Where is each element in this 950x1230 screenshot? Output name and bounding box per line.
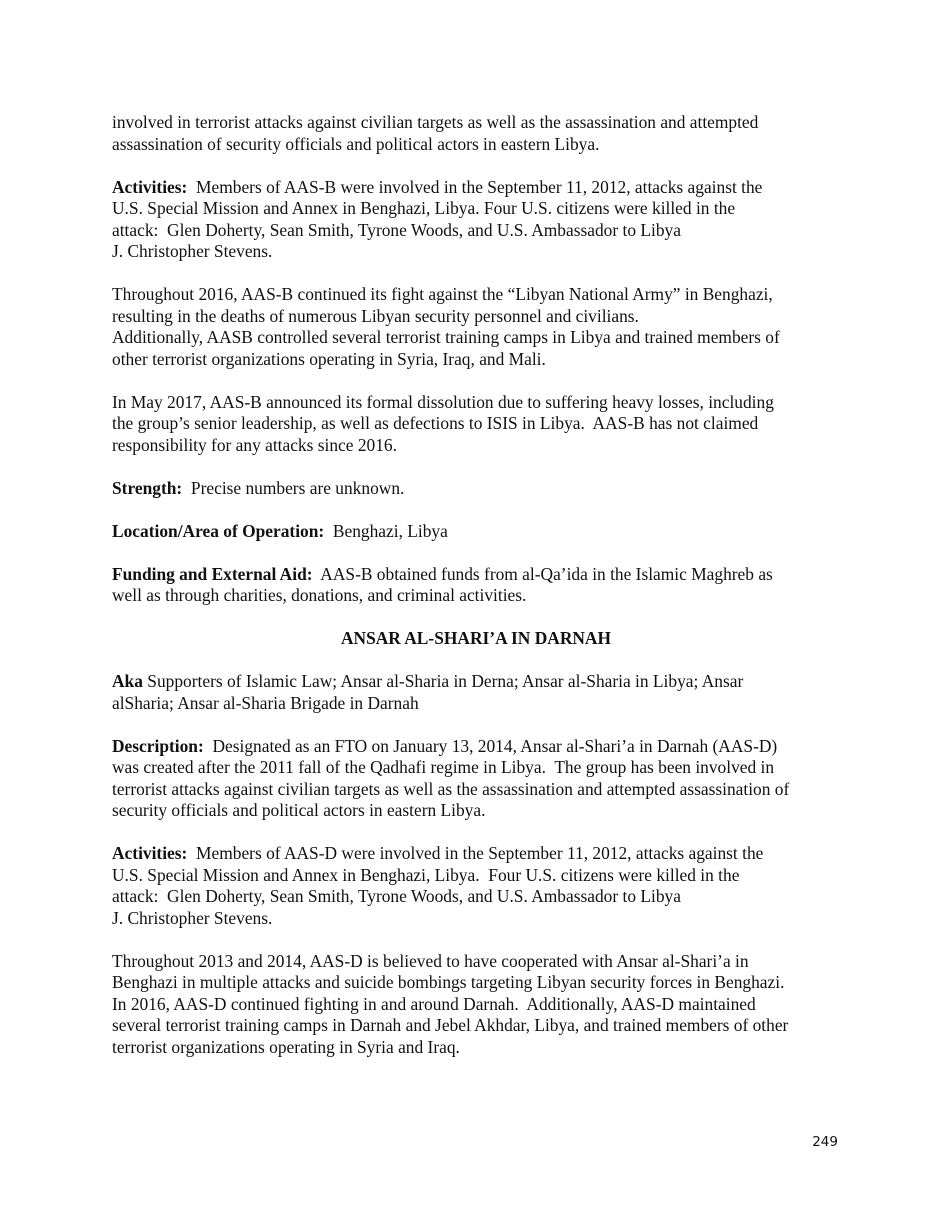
text-line: resulting in the deaths of numerous Libyan security personnel and civilians.	[112, 305, 639, 326]
section-heading: ANSAR AL-SHARI’A IN DARNAH	[340, 628, 612, 648]
page-body	[112, 112, 840, 1080]
text-line: In May 2017, AAS-B announced its formal dissolution due to suffering heavy losses, including	[112, 391, 774, 412]
text-line: was created after the 2011 fall of the Qadhafi regime in Libya. The group has been involved in	[112, 757, 775, 777]
section-label: Activities:	[112, 843, 188, 863]
text-line: several terrorist training camps in Darnah and Jebel Akhdar, Libya, and trained members of other	[112, 1015, 789, 1035]
text-line: attack: Glen Doherty, Sean Smith, Tyrone Woods, and U.S. Ambassador to Libya	[112, 219, 681, 240]
page-number: 249	[812, 1134, 838, 1150]
text-line: attack: Glen Doherty, Sean Smith, Tyrone Woods, and U.S. Ambassador to Libya	[112, 886, 681, 906]
text-line: responsibility for any attacks since 2016.	[112, 434, 397, 455]
text-line: Benghazi in multiple attacks and suicide bombings targeting Libyan security forces in Benghazi.	[112, 972, 785, 992]
section-label: Funding and External Aid:	[112, 563, 313, 584]
text-line: assassination of security officials and political actors in eastern Libya.	[112, 133, 600, 154]
paragraph-continuation	[112, 112, 840, 155]
text-line: terrorist attacks against civilian targets as well as the assassination and attempted assassination of	[112, 778, 790, 799]
text-line: security officials and political actors in eastern Libya.	[112, 800, 486, 820]
text-line: involved in terrorist attacks against civilian targets as well as the assassination and attempted	[112, 112, 759, 132]
paragraph-2013-2014-aasd	[112, 951, 840, 1059]
text-line: Additionally, AASB controlled several terrorist training camps in Libya and trained members of	[112, 327, 780, 347]
text-line: J. Christopher Stevens.	[112, 241, 273, 261]
text-run: Precise numbers are unknown.	[182, 477, 405, 498]
paragraph-funding	[112, 564, 840, 607]
paragraph-dissolution	[112, 392, 840, 457]
paragraph-aka	[112, 671, 840, 714]
text-line	[112, 521, 840, 543]
section-label: Description:	[112, 735, 204, 756]
text-line: In 2016, AAS-D continued fighting in and around Darnah. Additionally, AAS-D maintained	[112, 993, 756, 1014]
text-run: Members of AAS-B were involved in the September 11, 2012, attacks against the	[187, 176, 763, 197]
paragraph-strength	[112, 478, 840, 500]
text-line: other terrorist organizations operating in Syria, Iraq, and Mali.	[112, 348, 546, 369]
text-line: the group’s senior leadership, as well as defections to ISIS in Libya. AAS-B has not claimed	[112, 413, 759, 433]
text-line: J. Christopher Stevens.	[112, 907, 273, 928]
text-run: Designated as an FTO on January 13, 2014, Ansar al-Shari’a in Darnah (AAS-D)	[203, 735, 778, 756]
text-line	[112, 671, 840, 693]
text-line: terrorist organizations operating in Syria and Iraq.	[112, 1036, 460, 1057]
section-label: Activities:	[112, 176, 188, 197]
text-line: U.S. Special Mission and Annex in Benghazi, Libya. Four U.S. citizens were killed in the	[112, 198, 736, 218]
section-label: Strength:	[112, 477, 183, 498]
text-run: Supporters of Islamic Law; Ansar al-Sharia in Derna; Ansar al-Sharia in Libya; Ansar	[142, 671, 744, 691]
text-line: alSharia; Ansar al-Sharia Brigade in Darnah	[112, 692, 419, 713]
text-run: Benghazi, Libya	[324, 520, 448, 541]
section-label: Aka	[112, 671, 143, 691]
text-line: Throughout 2013 and 2014, AAS-D is believed to have cooperated with Ansar al-Shari’a in	[112, 950, 749, 971]
paragraph-description	[112, 736, 840, 822]
text-line: Throughout 2016, AAS-B continued its fight against the “Libyan National Army” in Benghazi,	[112, 284, 773, 304]
text-line	[112, 736, 840, 758]
paragraph-location	[112, 521, 840, 543]
text-line: well as through charities, donations, and criminal activities.	[112, 585, 527, 605]
text-line	[112, 564, 840, 586]
paragraph-activities-aasb	[112, 177, 840, 263]
text-line	[112, 843, 840, 865]
section-label: Location/Area of Operation:	[112, 520, 325, 541]
text-line: U.S. Special Mission and Annex in Benghazi, Libya. Four U.S. citizens were killed in the	[112, 864, 740, 885]
text-line	[112, 478, 840, 500]
text-line	[112, 177, 840, 199]
text-run: Members of AAS-D were involved in the September 11, 2012, attacks against the	[187, 843, 764, 863]
paragraph-2016-aasb	[112, 284, 840, 370]
text-run: AAS-B obtained funds from al-Qa’ida in the Islamic Maghreb as	[312, 563, 773, 584]
paragraph-activities-aasd	[112, 843, 840, 929]
